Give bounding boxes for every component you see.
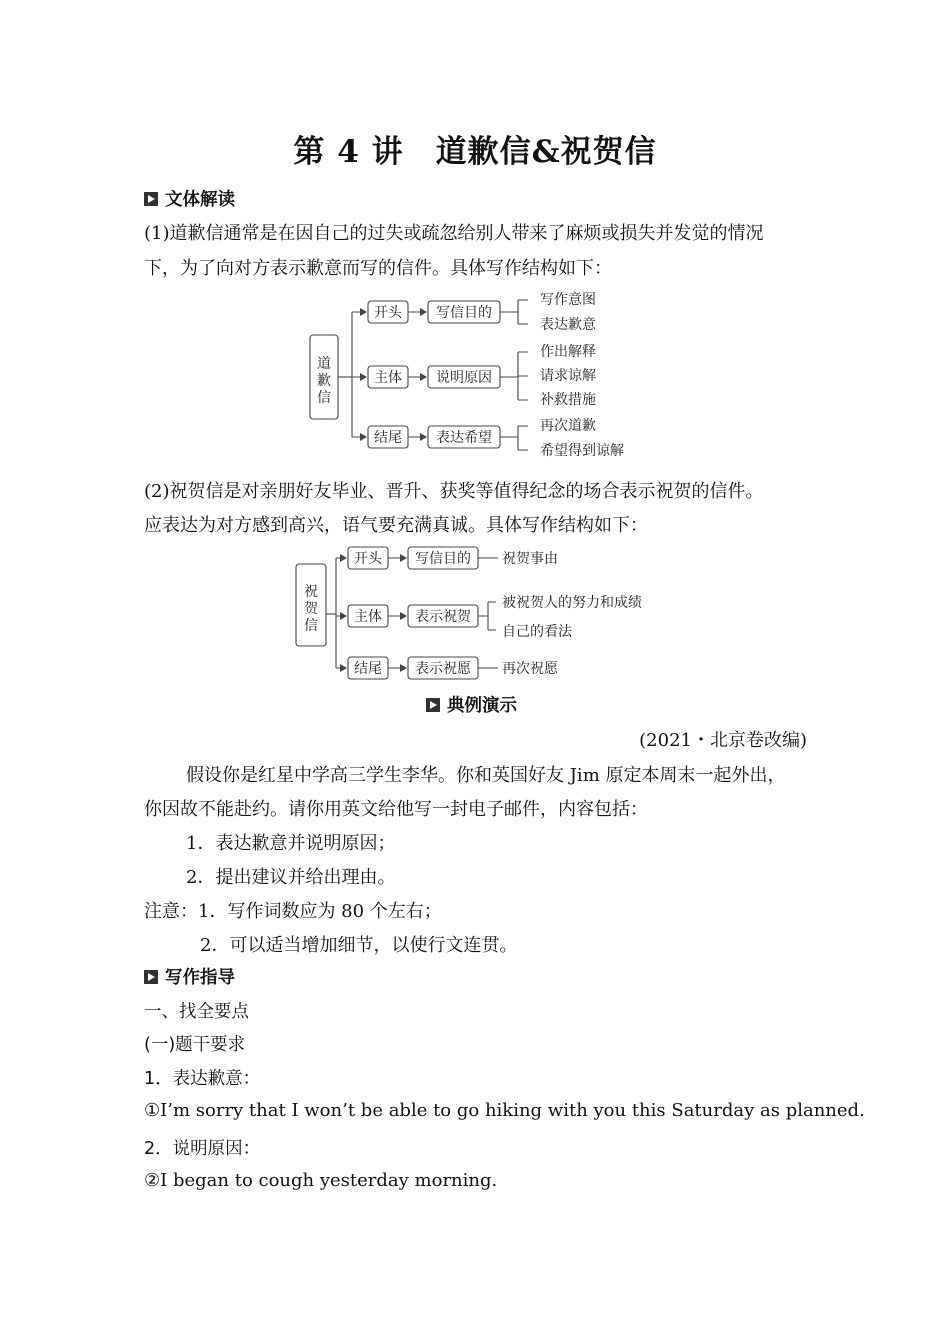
diagram-root-char: 贺 — [304, 601, 318, 617]
section-heading-genre — [144, 186, 235, 211]
diagram-item: 希望得到谅解 — [540, 443, 624, 459]
diagram-item: 再次祝愿 — [502, 661, 558, 677]
task-requirement: 2．提出建议并给出理由。 — [186, 867, 396, 888]
paragraph-line: (1)道歉信通常是在因自己的过失或疏忽给别人带来了麻烦或损失并发觉的情况 — [144, 223, 764, 244]
diagram-item: 表达歉意 — [540, 317, 596, 333]
task-note: 2．可以适当增加细节，以使行文连贯。 — [200, 935, 518, 956]
guide-sentence: ②I began to cough yesterday morning. — [144, 1170, 498, 1191]
diagram-item: 自己的看法 — [502, 624, 572, 640]
section-heading-label: 典例演示 — [447, 696, 517, 716]
source-note: (2021・北京卷改编) — [639, 730, 807, 751]
diagram-root-char: 歉 — [317, 373, 331, 389]
task-line: 假设你是红星中学高三学生李华。你和英国好友 Jim 原定本周末一起外出， — [186, 765, 786, 786]
diagram-part-label: 开头 — [374, 305, 402, 321]
task-requirement: 1．表达歉意并说明原因； — [186, 833, 396, 854]
diagram-goal-label: 表示祝贺 — [415, 609, 471, 625]
congratulation-letter-structure-diagram — [290, 542, 670, 682]
page-title: 第 4 讲 道歉信&祝贺信 — [293, 134, 657, 170]
diagram-item: 请求谅解 — [540, 368, 596, 384]
play-icon — [144, 192, 158, 206]
guide-subheading: (一)题干要求 — [144, 1035, 246, 1055]
guide-sentence: ①I’m sorry that I won’t be able to go hiking with you this Saturday as planned. — [144, 1100, 865, 1121]
diagram-root-char: 信 — [304, 618, 318, 634]
task-note: 注意：1．写作词数应为 80 个左右； — [144, 901, 442, 922]
diagram-part-label: 主体 — [374, 370, 402, 386]
diagram-root-char: 道 — [317, 356, 331, 372]
section-heading-label: 文体解读 — [165, 190, 235, 210]
diagram-item: 写作意图 — [540, 292, 596, 308]
diagram-goal-label: 写信目的 — [415, 551, 471, 567]
guide-item: 1．表达歉意： — [144, 1069, 261, 1089]
section-heading-label: 写作指导 — [165, 968, 235, 988]
diagram-part-label: 结尾 — [374, 430, 402, 446]
diagram-item: 补救措施 — [540, 392, 596, 408]
paragraph-line: (2)祝贺信是对亲朋好友毕业、晋升、获奖等值得纪念的场合表示祝贺的信件。 — [144, 481, 764, 502]
diagram-item: 祝贺事由 — [502, 551, 558, 567]
task-line: 你因故不能赴约。请你用英文给他写一封电子邮件，内容包括： — [144, 799, 648, 820]
diagram-goal-label: 表达希望 — [436, 430, 492, 446]
diagram-part-label: 结尾 — [354, 661, 382, 677]
diagram-goal-label: 说明原因 — [436, 370, 492, 386]
diagram-root-char: 祝 — [304, 584, 318, 600]
paragraph-line: 下，为了向对方表示歉意而写的信件。具体写作结构如下： — [144, 258, 612, 279]
diagram-item: 作出解释 — [540, 344, 596, 360]
diagram-root-char: 信 — [317, 390, 331, 406]
guide-heading: 一、找全要点 — [144, 1002, 249, 1022]
section-heading-guide — [144, 964, 235, 989]
play-icon — [426, 698, 440, 712]
diagram-goal-label: 表示祝愿 — [415, 661, 471, 677]
section-heading-example — [426, 692, 517, 717]
diagram-part-label: 开头 — [354, 551, 382, 567]
diagram-item: 被祝贺人的努力和成绩 — [502, 595, 642, 611]
play-icon — [144, 970, 158, 984]
paragraph-line: 应表达为对方感到高兴，语气要充满真诚。具体写作结构如下： — [144, 515, 648, 536]
apology-letter-structure-diagram — [300, 288, 660, 464]
diagram-item: 再次道歉 — [540, 418, 596, 434]
diagram-part-label: 主体 — [354, 609, 382, 625]
diagram-goal-label: 写信目的 — [436, 305, 492, 321]
guide-item: 2．说明原因： — [144, 1139, 261, 1159]
